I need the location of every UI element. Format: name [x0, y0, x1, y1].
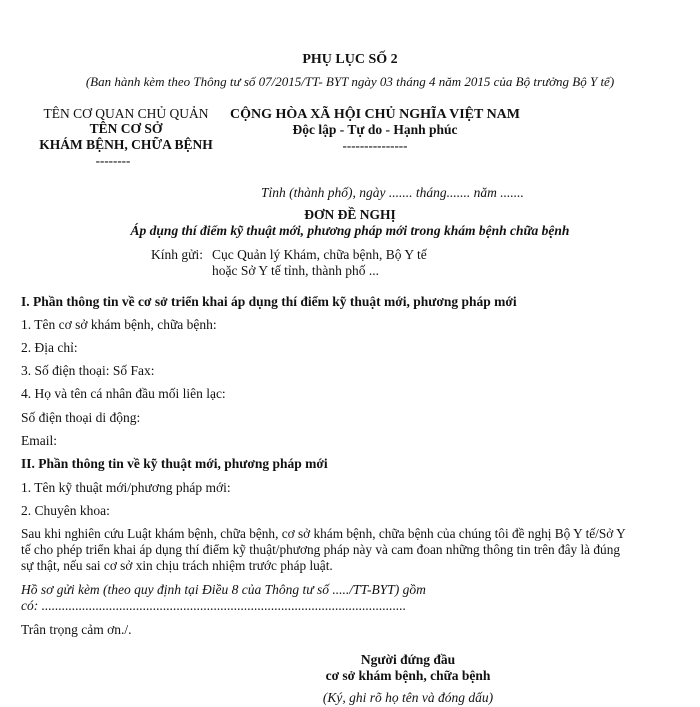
national-divider: --------------- [342, 138, 408, 153]
left-header-divider: -------- [95, 153, 131, 168]
attachments-line-2: có: ............................................................................................................ [21, 598, 407, 613]
commitment-line-3: sự thật, nếu sai cơ sở xin chịu trách nhiệm trước pháp luật. [21, 558, 333, 573]
section-1-item: 3. Số điện thoại: Số Fax: [21, 363, 155, 378]
signature-instruction: (Ký, ghi rõ họ tên và đóng dấu) [322, 690, 494, 705]
section-1-item: Email: [21, 433, 57, 448]
appendix-subtitle: (Ban hành kèm theo Thông tư số 07/2015/TT- BYT ngày 03 tháng 4 năm 2015 của Bộ trưởng Bộ Y tế) [85, 74, 615, 89]
section-2-item: 2. Chuyên khoa: [21, 503, 110, 518]
section-2-heading: II. Phần thông tin về kỹ thuật mới, phương pháp mới [21, 456, 328, 471]
section-1-item: 2. Địa chỉ: [21, 340, 78, 355]
attachments-line-1: Hồ sơ gửi kèm (theo quy định tại Điều 8 của Thông tư số ...../TT-BYT) gồm [21, 582, 426, 597]
section-1-item: 1. Tên cơ sở khám bệnh, chữa bệnh: [21, 317, 217, 332]
national-title: CỘNG HÒA XÃ HỘI CHỦ NGHĨA VIỆT NAM [229, 107, 520, 122]
recipient-line-1: Cục Quản lý Khám, chữa bệnh, Bộ Y tế [212, 247, 427, 262]
recipient-line-2: hoặc Sở Y tế tỉnh, thành phố ... [212, 263, 379, 278]
section-1-heading: I. Phần thông tin về cơ sở triển khai áp dụng thí điểm kỹ thuật mới, phương pháp mới [21, 294, 517, 309]
signature-title: Người đứng đầu [360, 652, 456, 667]
national-motto: Độc lập - Tự do - Hạnh phúc [292, 122, 458, 137]
signature-subtitle: cơ sở khám bệnh, chữa bệnh [325, 668, 491, 683]
section-2-item: 1. Tên kỹ thuật mới/phương pháp mới: [21, 480, 231, 495]
commitment-line-1: Sau khi nghiên cứu Luật khám bệnh, chữa bệnh, cơ sở khám bệnh, chữa bệnh của chúng tôi đề nghị Bộ Y tế/Sở Y [21, 526, 626, 541]
form-title: ĐƠN ĐỀ NGHỊ [304, 207, 396, 222]
commitment-line-2: tế cho phép triển khai áp dụng thí điểm kỹ thuật/phương pháp này và cam đoan những thông tin trên đây là đúng [21, 542, 620, 557]
recipient-label: Kính gửi: [151, 247, 203, 262]
closing-text: Trân trọng cảm ơn./. [21, 622, 132, 637]
appendix-title: PHỤ LỤC SỐ 2 [302, 52, 398, 67]
section-1-item: Số điện thoại di động: [21, 410, 141, 425]
section-1-item: 4. Họ và tên cá nhân đầu mối liên lạc: [21, 386, 226, 401]
form-subtitle: Áp dụng thí điểm kỹ thuật mới, phương pháp mới trong khám bệnh chữa bệnh [130, 223, 570, 238]
date-line: Tỉnh (thành phố), ngày ....... tháng....... năm ....... [261, 185, 524, 200]
left-header-facility: TÊN CƠ SỞ [89, 121, 163, 136]
left-header-facility-type: KHÁM BỆNH, CHỮA BỆNH [39, 137, 213, 152]
left-header-org: TÊN CƠ QUAN CHỦ QUẢN [43, 106, 209, 121]
